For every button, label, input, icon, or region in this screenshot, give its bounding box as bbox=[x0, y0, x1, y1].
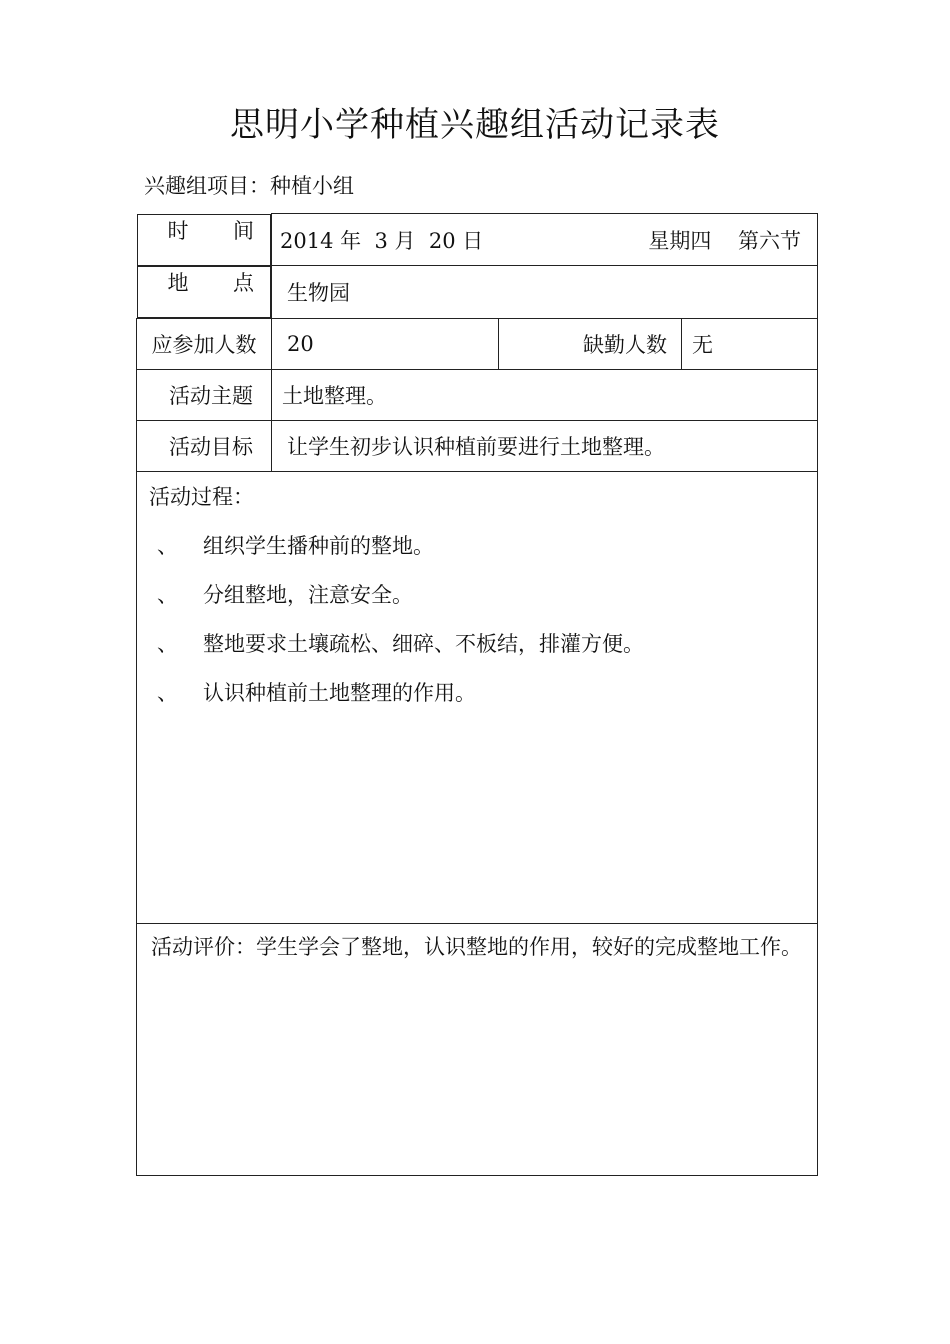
process-cell bbox=[137, 471, 818, 923]
time-value-cell bbox=[272, 214, 818, 266]
group-project-line bbox=[144, 168, 354, 204]
step-text: 组织学生播种前的整地。 bbox=[203, 533, 434, 558]
step-mark: 、 bbox=[157, 680, 178, 705]
place-label-char-2: 点 bbox=[233, 270, 254, 295]
group-project-label: 兴趣组项目： bbox=[144, 174, 270, 198]
process-step bbox=[149, 580, 817, 610]
process-step bbox=[149, 531, 817, 561]
step-mark: 、 bbox=[157, 631, 178, 656]
goal-value: 让学生初步认识种植前要进行土地整理。 bbox=[272, 420, 818, 471]
expected-count-value: 20 bbox=[272, 318, 499, 369]
activity-record-table bbox=[136, 213, 818, 1176]
absent-count-label: 缺勤人数 bbox=[499, 318, 682, 369]
expected-count-label: 应参加人数 bbox=[137, 318, 272, 369]
goal-label: 活动目标 bbox=[137, 420, 272, 471]
process-heading: 活动过程： bbox=[149, 484, 254, 509]
process-step bbox=[149, 678, 817, 708]
place-value: 生物园 bbox=[272, 266, 818, 319]
theme-label: 活动主题 bbox=[137, 369, 272, 420]
period-value: 第六节 bbox=[738, 228, 802, 253]
group-project-value: 种植小组 bbox=[270, 174, 354, 198]
date-value: 2014 年 3 月 20 日 bbox=[280, 228, 484, 253]
theme-row bbox=[137, 369, 818, 420]
evaluation-row bbox=[137, 923, 818, 1175]
place-label-cell bbox=[137, 266, 272, 318]
absent-count-value: 无 bbox=[682, 318, 818, 369]
step-text: 分组整地，注意安全。 bbox=[203, 582, 413, 607]
time-label-char-1: 时 bbox=[167, 218, 189, 243]
theme-value: 土地整理。 bbox=[272, 369, 818, 420]
place-row bbox=[137, 266, 818, 319]
process-step bbox=[149, 629, 817, 659]
evaluation-cell bbox=[137, 923, 818, 1175]
time-row bbox=[137, 214, 818, 266]
place-label-char-1: 地 bbox=[167, 270, 189, 295]
time-label-cell bbox=[137, 214, 272, 266]
weekday-value: 星期四 bbox=[648, 228, 712, 253]
page-title: 思明小学种植兴趣组活动记录表 bbox=[230, 105, 720, 145]
goal-row bbox=[137, 420, 818, 471]
attendance-row bbox=[137, 318, 818, 369]
step-text: 认识种植前土地整理的作用。 bbox=[203, 680, 476, 705]
step-mark: 、 bbox=[157, 582, 178, 607]
process-row bbox=[137, 471, 818, 923]
time-label-char-2: 间 bbox=[233, 218, 254, 243]
evaluation-text: 活动评价：学生学会了整地，认识整地的作用，较好的完成整地工作。 bbox=[151, 934, 802, 959]
step-mark: 、 bbox=[157, 533, 178, 558]
step-text: 整地要求土壤疏松、细碎、不板结，排灌方便。 bbox=[203, 631, 644, 656]
